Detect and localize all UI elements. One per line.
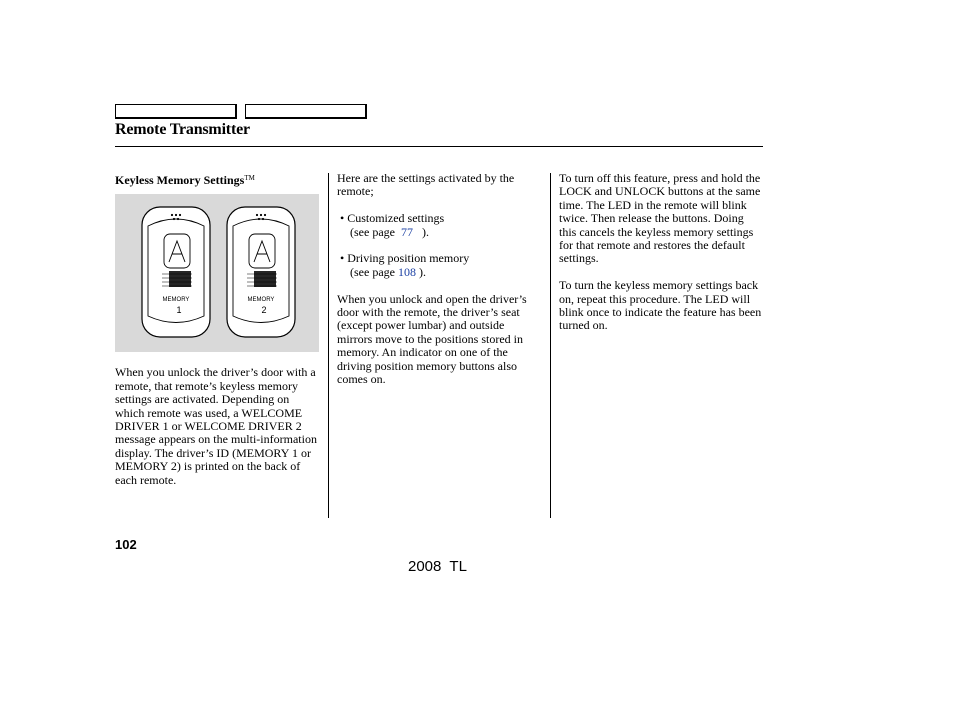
intro-paragraph: When you unlock the driver’s door with a remote, that remote’s keyless memory settings are activated. Depending on which remote was used, a WELCOME DRIVER 1 or WELCOME DRIVER 2 message appears on the multi-information display. The driver’s ID (MEMORY 1 or MEMORY 2) is printed on the back of each remote. xyxy=(115,365,317,487)
remote-keys-icon xyxy=(115,194,319,352)
model-footer: 2008 TL xyxy=(408,558,467,575)
turn-on-paragraph: To turn the keyless memory settings back on, repeat this procedure. The LED will blink once to indicate the feature has been turned on. xyxy=(559,278,762,333)
bullet-customized-settings: • Customized settings xyxy=(340,211,445,226)
header-tab-right xyxy=(245,104,367,119)
column-divider-2 xyxy=(550,173,551,518)
column-divider-1 xyxy=(328,173,329,518)
remote-transmitters-illustration xyxy=(115,194,319,352)
unlock-paragraph: When you unlock and open the driver’s door with the remote, the driver’s seat (except power lumbar) and outside mirrors move to the positions stored in memory. An indicator on one of the driving position memory buttons also comes on. xyxy=(337,291,527,387)
page-reference: (see page 108 ). xyxy=(350,264,426,279)
page-link-77[interactable]: 77 xyxy=(400,224,413,239)
section-subheading: Keyless Memory Settings™ xyxy=(115,173,255,187)
header-tab-left xyxy=(115,104,237,119)
memory-number-1: 1 xyxy=(176,305,182,316)
turn-off-paragraph: To turn off this feature, press and hold the LOCK and UNLOCK buttons at the same time. The LED in the remote will blink twice. Then release the buttons. Doing this cancels the keyless memory settings for that remote and restores the default settings. xyxy=(559,171,761,266)
column-3 xyxy=(559,172,763,333)
memory-label-1: MEMORY xyxy=(162,297,190,304)
page-reference: (see page 77 ). xyxy=(350,224,429,239)
page-title: Remote Transmitter xyxy=(115,121,250,138)
trademark-mark: TM xyxy=(244,174,255,182)
memory-number-2: 2 xyxy=(261,305,267,316)
settings-intro: Here are the settings activated by the remote; xyxy=(337,171,515,199)
bullet-driving-position-memory: • Driving position memory xyxy=(340,251,470,266)
title-rule xyxy=(115,146,763,147)
column-2 xyxy=(337,172,542,386)
page-number: 102 xyxy=(115,537,137,552)
memory-label-2: MEMORY xyxy=(247,297,275,304)
page-link-108[interactable]: 108 xyxy=(397,264,416,279)
column-1 xyxy=(115,172,320,487)
